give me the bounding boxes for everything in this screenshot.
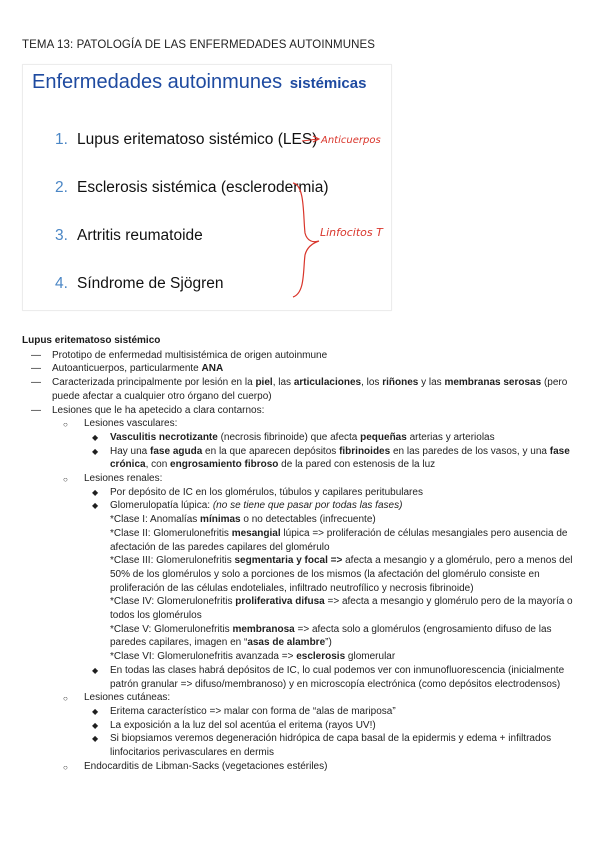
notes-section [22,334,582,774]
list-item: ○ Lesiones renales: [63,473,163,485]
list-item: ◆ Glomerulopatía lúpica: (no se tiene que pasar por todas las fases) [92,500,403,512]
handwritten-annotations [23,65,391,310]
list-item: ◆ Si biopsiamos veremos degeneración hidrópica de capa basal de la epidermis y edema + infiltrados linfocitarios perivasculares en dermis [92,733,552,759]
slide-title: Enfermedades autoinmunes sistémicas [32,71,367,93]
list-item: — Autoanticuerpos, particularmente ANA [31,363,224,375]
curly-brace [293,183,319,297]
list-item: ○ Lesiones cutáneas: [63,692,171,704]
list-item: — Caracterizada principalmente por lesión en la piel, las articulaciones, los riñones y las membranas serosas (pero puede afectar a cualquier otro órgano del cuerpo) [31,377,568,402]
slide-subtitle: sistémicas [289,75,367,92]
handwritten-note-anticuerpos: Anticuerpos [321,135,381,146]
class-line: *Clase III: Glomerulonefritis segmentaria y focal => afecta a mesangio y a glomérulo, pero a menos del 50% de los glomérulos y solo a porciones de los mismos (la afectación del glomérulo consiste en proliferación de las células endoteliales, infiltrado neutrofílico y necrosis fibrinoide) [110,555,573,594]
page-title: TEMA 13: PATOLOGÍA DE LAS ENFERMEDADES AUTOINMUNES [22,39,376,51]
list-item: — Prototipo de enfermedad multisistémica de origen autoinmune [31,349,328,361]
list-item: ◆ La exposición a la luz del sol acentúa el eritema (rayos UV!) [92,719,376,731]
slide-item: 2. Esclerosis sistémica (esclerodermia) [55,179,329,196]
list-item: ○ Lesiones vasculares: [63,418,178,430]
class-line: *Clase VI: Glomerulonefritis avanzada => esclerosis glomerular [110,651,396,663]
list-item: ◆ Por depósito de IC en los glomérulos, túbulos y capilares peritubulares [92,486,423,498]
class-line: *Clase I: Anomalías mínimas o no detectables (infrecuente) [110,514,376,526]
class-line: *Clase II: Glomerulonefritis mesangial lúpica => proliferación de células mesangiales pero ausencia de afectación de las paredes capilares del glomérulo [110,527,568,553]
slide-item: 1. Lupus eritematoso sistémico (LES) [55,131,318,148]
list-item: ◆ Hay una fase aguda en la que aparecen depósitos fibrinoides en las paredes de los vasos, y una fase crónica, con engrosamiento fibroso de la pared con estenosis de la luz [92,445,570,471]
list-item: ◆ Eritema característico => malar con forma de “alas de mariposa” [92,705,396,717]
lecture-slide-image [22,64,392,311]
slide-item: 3. Artritis reumatoide [55,227,203,244]
list-item: ○ Endocarditis de Libman-Sacks (vegetaciones estériles) [63,760,328,772]
list-item: ◆ Vasculitis necrotizante (necrosis fibrinoide) que afecta pequeñas arterias y arteriolas [92,431,495,443]
class-line: *Clase V: Glomerulonefritis membranosa => afecta solo a glomérulos (engrosamiento difuso de las paredes capilares, imagen en “asas de alambre”) [110,623,552,649]
class-line: *Clase IV: Glomerulonefritis proliferativa difusa => afecta a mesangio y glomérulo pero de la mayoría o todos los glomérulos [110,596,573,622]
section-heading: Lupus eritematoso sistémico [22,335,161,346]
slide-item: 4. Síndrome de Sjögren [55,275,224,292]
list-item: — Lesiones que le ha apetecido a clara contarnos: [31,404,265,416]
handwritten-note-linfocitos: Linfocitos T [320,226,383,239]
list-item: ◆ En todas las clases habrá depósitos de IC, lo cual podemos ver con inmunofluorescencia (inicialmente patrón granular => difuso/membranoso) y en microscopía electrónica (como depósitos electrodensos) [92,664,565,690]
